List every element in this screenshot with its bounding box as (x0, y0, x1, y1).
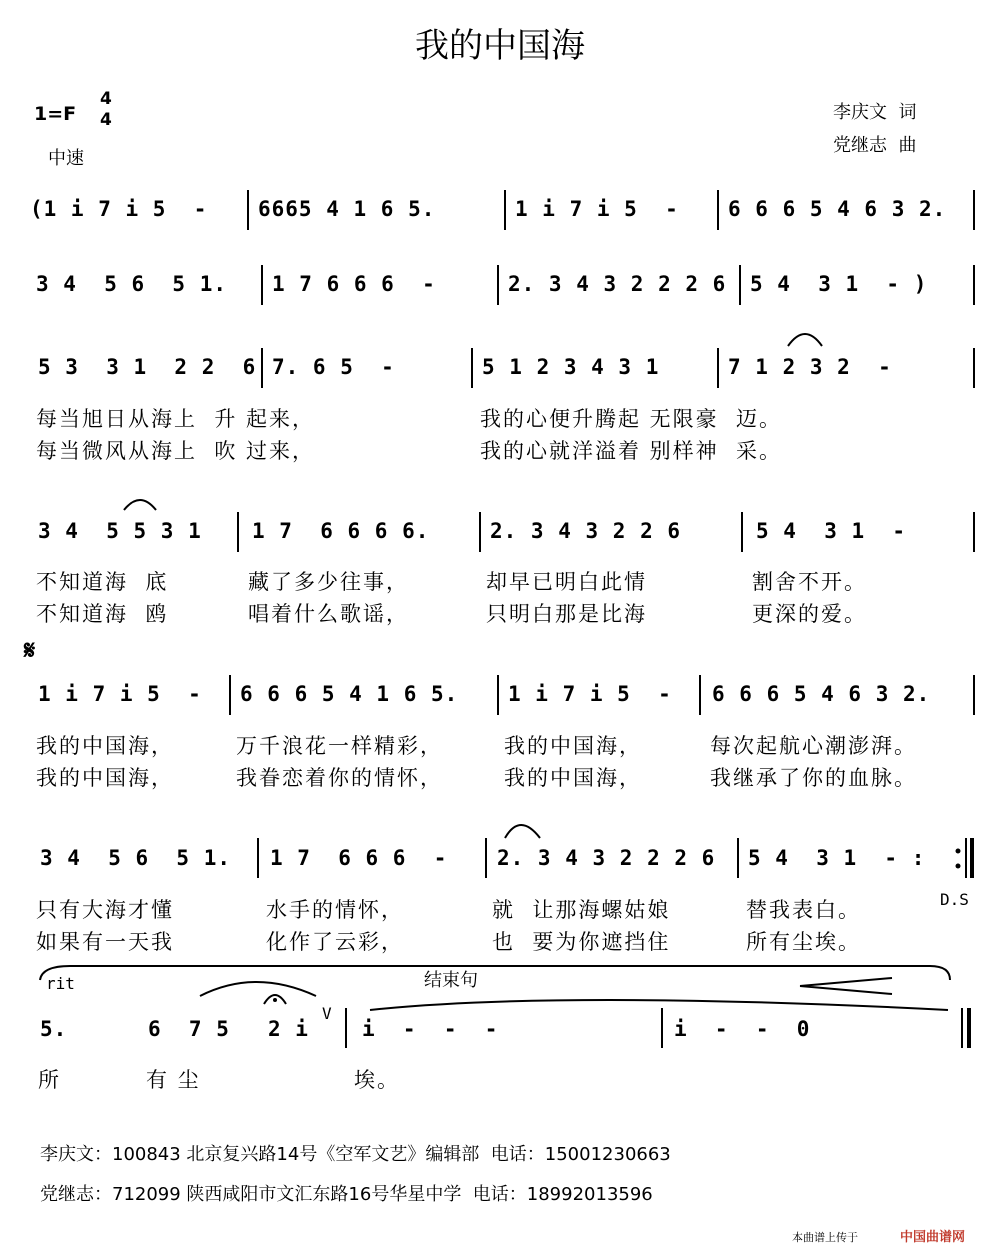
notes-line6-m3: 2. 3 4 3 2 2 2 6 (497, 846, 716, 870)
lyrics-line4-v2-a: 不知道海 鸥 (36, 602, 169, 626)
notes-line4-m2: 1 7 6 6 6 6. (252, 519, 430, 543)
lyrics-line6-v2-d: 所有尘埃。 (746, 930, 861, 954)
lyrics-line5-v2-b: 我眷恋着你的情怀， (236, 766, 443, 790)
slur (788, 334, 822, 346)
notes-line6-m1: 3 4 5 6 5 1. (40, 846, 232, 870)
composer-credit: 党继志 曲 (833, 135, 917, 156)
notes-line3-m3: 5 1 2 3 4 3 1 (482, 355, 660, 379)
notes-line2-m2: 1 7 6 6 6 - (272, 272, 436, 296)
lyrics-line3-v2-b: 我的心就洋溢着 别样神 采。 (480, 439, 783, 463)
slur (505, 825, 540, 838)
lyrics-line7-a: 所 (38, 1068, 61, 1092)
lyrics-line6-v2-c: 也 要为你遮挡住 (492, 930, 671, 954)
slur (124, 500, 156, 510)
notes-line5-m2: 6 6 6 5 4 1 6 5. (240, 682, 459, 706)
notes-line5-m4: 6 6 6 5 4 6 3 2. (712, 682, 931, 706)
notes-line4-m4: 5 4 3 1 - (756, 519, 907, 543)
lyrics-line6-v2-b: 化作了云彩， (266, 930, 404, 954)
lyrics-line4-v2-d: 更深的爱。 (752, 602, 867, 626)
lyrics-line4-v2-c: 只明白那是比海 (486, 602, 647, 626)
lyrics-line5-v1-b: 万千浪花一样精彩， (236, 734, 443, 758)
ritardando-mark: rit (46, 974, 75, 993)
lyrics-line3-v1-b: 我的心便升腾起 无限豪 迈。 (480, 407, 783, 431)
notes-line3-m2: 7. 6 5 - (272, 355, 395, 379)
lyrics-line6-v1-c: 就 让那海螺姑娘 (492, 898, 671, 922)
contact-composer: 党继志：712099 陕西咸阳市文汇东路16号华星中学 电话：18992013596 (40, 1184, 653, 1205)
notes-line6-m2: 1 7 6 6 6 - (270, 846, 448, 870)
lyrics-line4-v2-b: 唱着什么歌谣， (248, 602, 409, 626)
lyrics-line4-v1-a: 不知道海 底 (36, 570, 169, 594)
lyrics-line7-c: 埃。 (354, 1068, 400, 1092)
slur (370, 1000, 948, 1010)
notes-line4-m1: 3 4 5 5 3 1 (38, 519, 202, 543)
notes-line4-m3: 2. 3 4 3 2 2 6 (490, 519, 682, 543)
notes-line3-m4: 7 1 2 3 2 - (728, 355, 892, 379)
notes-line7-e: i - - 0 (674, 1017, 811, 1041)
page-title: 我的中国海 (415, 26, 585, 66)
tempo-marking: 中速 (48, 148, 84, 169)
lyrics-line4-v1-b: 藏了多少往事， (248, 570, 409, 594)
time-signature-bottom: 4 (100, 110, 112, 130)
lyrics-line6-v1-d: 替我表白。 (746, 898, 861, 922)
lyrics-line3-v2-a: 每当微风从海上 吹 过来， (36, 439, 316, 463)
key-signature: 1=F (34, 103, 77, 125)
rit-bracket (40, 966, 950, 980)
notes-line1-m2: 6665 4 1 6 5. (258, 197, 436, 221)
notes-line1-m3: 1 i 7 i 5 - (515, 197, 679, 221)
lyrics-line5-v1-d: 每次起航心潮澎湃。 (710, 734, 917, 758)
notes-line1-m1: (1 i 7 i 5 - (30, 197, 208, 221)
segno-sign: 𝄋 (24, 636, 36, 666)
ending-label: 结束句 (424, 970, 478, 991)
notes-line1-m4: 6 6 6 5 4 6 3 2. (728, 197, 947, 221)
notes-line5-m1: 1 i 7 i 5 - (38, 682, 202, 706)
lyrics-line6-v1-b: 水手的情怀， (266, 898, 404, 922)
footer-brand-logo: 中国曲谱网 (900, 1230, 966, 1245)
notes-line2-m4: 5 4 3 1 - ) (750, 272, 928, 296)
breath-mark: V (322, 1004, 332, 1023)
lyrics-line5-v1-a: 我的中国海， (36, 734, 174, 758)
lyrics-line5-v2-a: 我的中国海， (36, 766, 174, 790)
lyrics-line4-v1-c: 却早已明白此情 (486, 570, 647, 594)
notes-line7-d: i - - - (362, 1017, 499, 1041)
slur (200, 982, 316, 996)
notes-line5-m3: 1 i 7 i 5 - (508, 682, 672, 706)
notes-line3-m1: 5 3 3 1 2 2 6 (38, 355, 257, 379)
diminuendo-hairpin (800, 978, 892, 994)
lyrics-line5-v2-d: 我继承了你的血脉。 (710, 766, 917, 790)
fermata-dot (273, 998, 277, 1002)
lyrics-line7-b: 有 尘 (146, 1068, 201, 1092)
repeat-dot (956, 864, 961, 869)
notes-line7-b: 6 7 5 (148, 1017, 230, 1041)
lyrics-line6-v1-a: 只有大海才懂 (36, 898, 174, 922)
time-signature-top: 4 (100, 89, 112, 109)
contact-lyricist: 李庆文：100843 北京复兴路14号《空军文艺》编辑部 电话：15001230663 (40, 1144, 671, 1165)
notes-line2-m3: 2. 3 4 3 2 2 2 6 (508, 272, 727, 296)
notes-line7-c: 2 i (268, 1017, 309, 1041)
notes-line6-m4: 5 4 3 1 - : (748, 846, 926, 870)
lyrics-line6-v2-a: 如果有一天我 (36, 930, 174, 954)
notes-line2-m1: 3 4 5 6 5 1. (36, 272, 228, 296)
lyrics-line5-v1-c: 我的中国海， (504, 734, 642, 758)
notes-line7-a: 5. (40, 1017, 68, 1041)
lyrics-line5-v2-c: 我的中国海， (504, 766, 642, 790)
footer-upload-text: 本曲谱上传于 (792, 1231, 858, 1244)
repeat-dot (956, 849, 961, 854)
lyricist-credit: 李庆文 词 (833, 102, 917, 123)
dal-segno-mark: D.S (940, 890, 969, 909)
lyrics-line3-v1-a: 每当旭日从海上 升 起来， (36, 407, 316, 431)
lyrics-line4-v1-d: 割舍不开。 (752, 570, 867, 594)
